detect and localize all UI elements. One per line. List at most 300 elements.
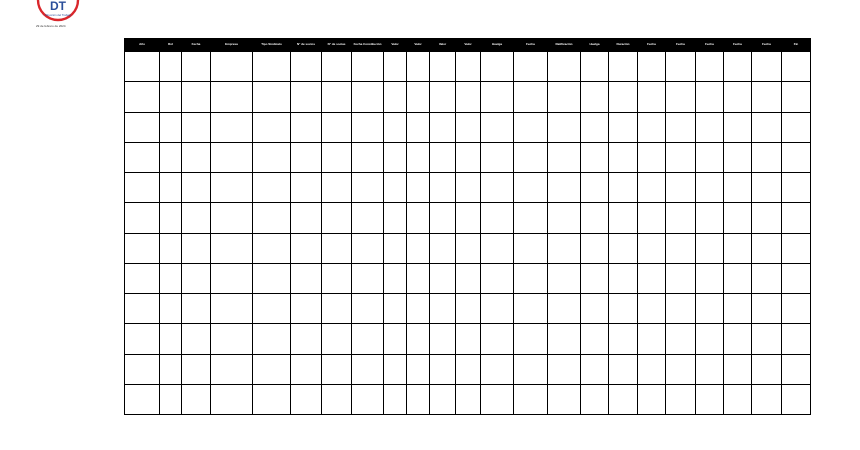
table-cell	[752, 173, 782, 203]
table-cell	[211, 52, 253, 82]
table-cell	[352, 203, 384, 233]
table-cell	[481, 82, 514, 112]
table-row	[125, 294, 811, 324]
table-cell	[456, 52, 481, 82]
table-cell	[638, 203, 666, 233]
table-cell	[481, 203, 514, 233]
table-cell	[548, 384, 581, 414]
table-row	[125, 112, 811, 142]
column-header: Valor	[407, 39, 430, 52]
table-cell	[514, 263, 548, 293]
table-cell	[456, 233, 481, 263]
table-row	[125, 203, 811, 233]
document-date: 29 de febrero de 2024	[36, 24, 66, 28]
table-cell	[407, 203, 430, 233]
table-cell	[548, 294, 581, 324]
column-header: Fecha	[724, 39, 752, 52]
table-cell	[211, 142, 253, 172]
table-cell	[160, 324, 182, 354]
table-cell	[430, 52, 456, 82]
table-cell	[182, 52, 211, 82]
table-cell	[481, 263, 514, 293]
table-cell	[125, 384, 160, 414]
table-cell	[253, 173, 291, 203]
table-cell	[548, 173, 581, 203]
table-cell	[514, 112, 548, 142]
table-cell	[160, 52, 182, 82]
table-cell	[666, 142, 696, 172]
table-cell	[160, 82, 182, 112]
table-cell	[548, 263, 581, 293]
table-cell	[322, 112, 352, 142]
table-cell	[724, 324, 752, 354]
table-cell	[322, 263, 352, 293]
table-cell	[481, 324, 514, 354]
table-cell	[407, 142, 430, 172]
table-cell	[211, 263, 253, 293]
column-header: Fecha	[638, 39, 666, 52]
table-cell	[291, 384, 322, 414]
table-cell	[782, 52, 811, 82]
table-cell	[609, 263, 638, 293]
table-cell	[125, 52, 160, 82]
table-cell	[182, 294, 211, 324]
table-cell	[322, 82, 352, 112]
table-cell	[752, 52, 782, 82]
table-cell	[752, 263, 782, 293]
table-cell	[514, 173, 548, 203]
table-cell	[291, 173, 322, 203]
table-cell	[253, 384, 291, 414]
table-cell	[291, 233, 322, 263]
table-cell	[322, 384, 352, 414]
table-row	[125, 324, 811, 354]
column-header: Año	[125, 39, 160, 52]
table-cell	[291, 354, 322, 384]
table-cell	[160, 294, 182, 324]
table-cell	[696, 52, 724, 82]
table-row	[125, 173, 811, 203]
table-cell	[782, 82, 811, 112]
table-cell	[407, 52, 430, 82]
table-cell	[666, 294, 696, 324]
table-cell	[182, 384, 211, 414]
table-cell	[752, 142, 782, 172]
table-cell	[696, 142, 724, 172]
table-cell	[407, 112, 430, 142]
table-header-row	[125, 39, 811, 52]
table-cell	[752, 294, 782, 324]
table-cell	[724, 384, 752, 414]
table-cell	[782, 112, 811, 142]
table-cell	[384, 263, 407, 293]
table-cell	[609, 142, 638, 172]
table-cell	[456, 112, 481, 142]
table-cell	[548, 52, 581, 82]
table-cell	[724, 263, 752, 293]
column-header: Ratificación	[548, 39, 581, 52]
table-cell	[125, 233, 160, 263]
table-cell	[456, 203, 481, 233]
table-cell	[724, 233, 752, 263]
table-cell	[609, 233, 638, 263]
table-cell	[291, 263, 322, 293]
table-cell	[666, 324, 696, 354]
column-header: Valor	[384, 39, 407, 52]
column-header: Fecha	[696, 39, 724, 52]
column-header: Fecha	[666, 39, 696, 52]
table-row	[125, 384, 811, 414]
table-cell	[211, 173, 253, 203]
table-cell	[782, 324, 811, 354]
column-header: Huelga	[581, 39, 609, 52]
table-cell	[514, 324, 548, 354]
column-header: Duración	[609, 39, 638, 52]
table-cell	[666, 384, 696, 414]
table-cell	[160, 354, 182, 384]
table-cell	[182, 142, 211, 172]
table-cell	[609, 294, 638, 324]
table-cell	[696, 354, 724, 384]
table-cell	[211, 324, 253, 354]
table-cell	[352, 142, 384, 172]
table-cell	[430, 82, 456, 112]
table-cell	[384, 384, 407, 414]
table-cell	[182, 324, 211, 354]
table-cell	[581, 82, 609, 112]
table-cell	[182, 112, 211, 142]
table-cell	[638, 354, 666, 384]
table-cell	[384, 233, 407, 263]
table-cell	[581, 294, 609, 324]
table-cell	[724, 82, 752, 112]
column-header: Valor	[456, 39, 481, 52]
table-cell	[638, 263, 666, 293]
column-header: Valor	[430, 39, 456, 52]
table-cell	[752, 82, 782, 112]
table-cell	[609, 384, 638, 414]
table-cell	[752, 354, 782, 384]
table-cell	[548, 233, 581, 263]
table-cell	[160, 112, 182, 142]
table-cell	[291, 52, 322, 82]
table-cell	[696, 294, 724, 324]
table-cell	[696, 82, 724, 112]
table-cell	[322, 52, 352, 82]
table-cell	[352, 294, 384, 324]
table-cell	[609, 52, 638, 82]
table-cell	[291, 203, 322, 233]
logo-subtext: Dirección del Trabajo	[44, 13, 72, 17]
table-cell	[352, 263, 384, 293]
table-cell	[211, 294, 253, 324]
table-cell	[782, 142, 811, 172]
table-cell	[724, 142, 752, 172]
table-cell	[211, 112, 253, 142]
table-cell	[782, 233, 811, 263]
table-cell	[125, 112, 160, 142]
table-cell	[514, 142, 548, 172]
table-cell	[352, 233, 384, 263]
table-row	[125, 142, 811, 172]
table-cell	[609, 354, 638, 384]
table-cell	[548, 142, 581, 172]
table-cell	[182, 173, 211, 203]
table-cell	[638, 294, 666, 324]
table-cell	[384, 294, 407, 324]
table-cell	[160, 173, 182, 203]
table-cell	[322, 233, 352, 263]
table-cell	[456, 294, 481, 324]
table-cell	[752, 112, 782, 142]
table-cell	[581, 233, 609, 263]
table-cell	[724, 203, 752, 233]
table-cell	[638, 142, 666, 172]
table-cell	[384, 354, 407, 384]
table-cell	[182, 263, 211, 293]
table-cell	[352, 52, 384, 82]
table-cell	[352, 354, 384, 384]
table-cell	[430, 384, 456, 414]
table-cell	[182, 233, 211, 263]
table-cell	[322, 354, 352, 384]
table-cell	[430, 233, 456, 263]
table-cell	[724, 52, 752, 82]
table-cell	[666, 263, 696, 293]
table-cell	[352, 384, 384, 414]
table-cell	[253, 354, 291, 384]
table-cell	[481, 142, 514, 172]
table-cell	[322, 173, 352, 203]
table-cell	[581, 263, 609, 293]
table-cell	[581, 384, 609, 414]
table-cell	[456, 142, 481, 172]
table-cell	[384, 142, 407, 172]
column-header: N° de socias	[322, 39, 352, 52]
table-cell	[430, 142, 456, 172]
table-cell	[514, 384, 548, 414]
table-cell	[581, 354, 609, 384]
dt-logo	[36, 0, 80, 24]
table-cell	[182, 354, 211, 384]
table-cell	[548, 82, 581, 112]
table-cell	[696, 173, 724, 203]
table-cell	[291, 142, 322, 172]
table-cell	[430, 263, 456, 293]
table-cell	[160, 233, 182, 263]
table-cell	[407, 173, 430, 203]
table-cell	[514, 52, 548, 82]
table-cell	[456, 173, 481, 203]
table-cell	[291, 82, 322, 112]
table-row	[125, 263, 811, 293]
table-cell	[638, 112, 666, 142]
column-header: Huelga	[481, 39, 514, 52]
table-cell	[782, 294, 811, 324]
table-cell	[253, 203, 291, 233]
table-cell	[352, 82, 384, 112]
table-cell	[581, 112, 609, 142]
table-cell	[481, 173, 514, 203]
table-cell	[609, 173, 638, 203]
column-header: Fecha	[514, 39, 548, 52]
table-cell	[456, 263, 481, 293]
table-cell	[384, 324, 407, 354]
table-cell	[125, 324, 160, 354]
table-cell	[253, 233, 291, 263]
table-cell	[752, 384, 782, 414]
table-body	[125, 52, 811, 415]
table-cell	[384, 203, 407, 233]
table-cell	[514, 82, 548, 112]
table-cell	[609, 112, 638, 142]
table-cell	[211, 384, 253, 414]
table-cell	[182, 203, 211, 233]
table-cell	[481, 233, 514, 263]
table-cell	[752, 233, 782, 263]
table-cell	[638, 233, 666, 263]
table-cell	[581, 324, 609, 354]
table-cell	[430, 294, 456, 324]
table-cell	[782, 173, 811, 203]
column-header: Rol	[160, 39, 182, 52]
table-cell	[456, 82, 481, 112]
table-cell	[430, 203, 456, 233]
table-cell	[456, 384, 481, 414]
table-row	[125, 233, 811, 263]
table-cell	[352, 112, 384, 142]
table-cell	[430, 173, 456, 203]
table-cell	[638, 324, 666, 354]
table-cell	[782, 384, 811, 414]
table-cell	[481, 354, 514, 384]
table-cell	[211, 354, 253, 384]
table-cell	[481, 384, 514, 414]
table-cell	[696, 324, 724, 354]
table-cell	[696, 384, 724, 414]
table-cell	[724, 294, 752, 324]
table-cell	[481, 112, 514, 142]
table-cell	[581, 142, 609, 172]
table-cell	[481, 294, 514, 324]
table-cell	[666, 354, 696, 384]
table-cell	[696, 112, 724, 142]
table-cell	[581, 173, 609, 203]
table-cell	[724, 112, 752, 142]
table-cell	[407, 324, 430, 354]
table-cell	[666, 233, 696, 263]
table-cell	[384, 173, 407, 203]
table-cell	[430, 324, 456, 354]
table-row	[125, 354, 811, 384]
table-cell	[609, 82, 638, 112]
strike-records-table	[124, 38, 811, 415]
table-cell	[125, 82, 160, 112]
column-header: N° de socios	[291, 39, 322, 52]
table-cell	[407, 233, 430, 263]
table-cell	[407, 384, 430, 414]
table-cell	[430, 112, 456, 142]
table-cell	[291, 294, 322, 324]
table-cell	[666, 52, 696, 82]
table-cell	[211, 82, 253, 112]
table-cell	[638, 52, 666, 82]
column-header: Fecha	[182, 39, 211, 52]
column-header: Fecha	[752, 39, 782, 52]
table-cell	[548, 324, 581, 354]
table-cell	[322, 142, 352, 172]
column-header: Fecha Constitución	[352, 39, 384, 52]
table-row	[125, 82, 811, 112]
table-cell	[514, 294, 548, 324]
table-cell	[253, 294, 291, 324]
table-cell	[581, 203, 609, 233]
table-cell	[430, 354, 456, 384]
table-cell	[253, 82, 291, 112]
table-cell	[211, 233, 253, 263]
table-cell	[352, 324, 384, 354]
table-cell	[384, 82, 407, 112]
table-cell	[253, 263, 291, 293]
logo-text: DT	[50, 0, 66, 13]
table-cell	[384, 112, 407, 142]
table-cell	[696, 233, 724, 263]
table-cell	[456, 324, 481, 354]
table-cell	[407, 263, 430, 293]
table-cell	[514, 203, 548, 233]
table-cell	[384, 52, 407, 82]
table-cell	[696, 203, 724, 233]
table-cell	[514, 354, 548, 384]
table-cell	[481, 52, 514, 82]
table-cell	[211, 203, 253, 233]
table-cell	[253, 112, 291, 142]
table-cell	[638, 173, 666, 203]
column-header: Tipo Sindicato	[253, 39, 291, 52]
table-row	[125, 52, 811, 82]
table-cell	[407, 354, 430, 384]
table-cell	[782, 354, 811, 384]
table-cell	[456, 354, 481, 384]
table-cell	[160, 263, 182, 293]
table-cell	[638, 82, 666, 112]
table-cell	[160, 384, 182, 414]
table-cell	[322, 294, 352, 324]
table-cell	[125, 173, 160, 203]
table-cell	[666, 82, 696, 112]
table-cell	[548, 203, 581, 233]
table-cell	[125, 203, 160, 233]
table-cell	[514, 233, 548, 263]
table-cell	[253, 142, 291, 172]
table-cell	[291, 112, 322, 142]
table-cell	[724, 173, 752, 203]
table-cell	[253, 324, 291, 354]
table-cell	[407, 294, 430, 324]
table-cell	[666, 203, 696, 233]
table-cell	[548, 112, 581, 142]
table-cell	[125, 263, 160, 293]
table-cell	[125, 354, 160, 384]
table-cell	[696, 263, 724, 293]
table-cell	[160, 203, 182, 233]
table-cell	[638, 384, 666, 414]
table-cell	[581, 52, 609, 82]
table-cell	[322, 203, 352, 233]
column-header: Fin	[782, 39, 811, 52]
table-cell	[609, 203, 638, 233]
table-cell	[291, 324, 322, 354]
